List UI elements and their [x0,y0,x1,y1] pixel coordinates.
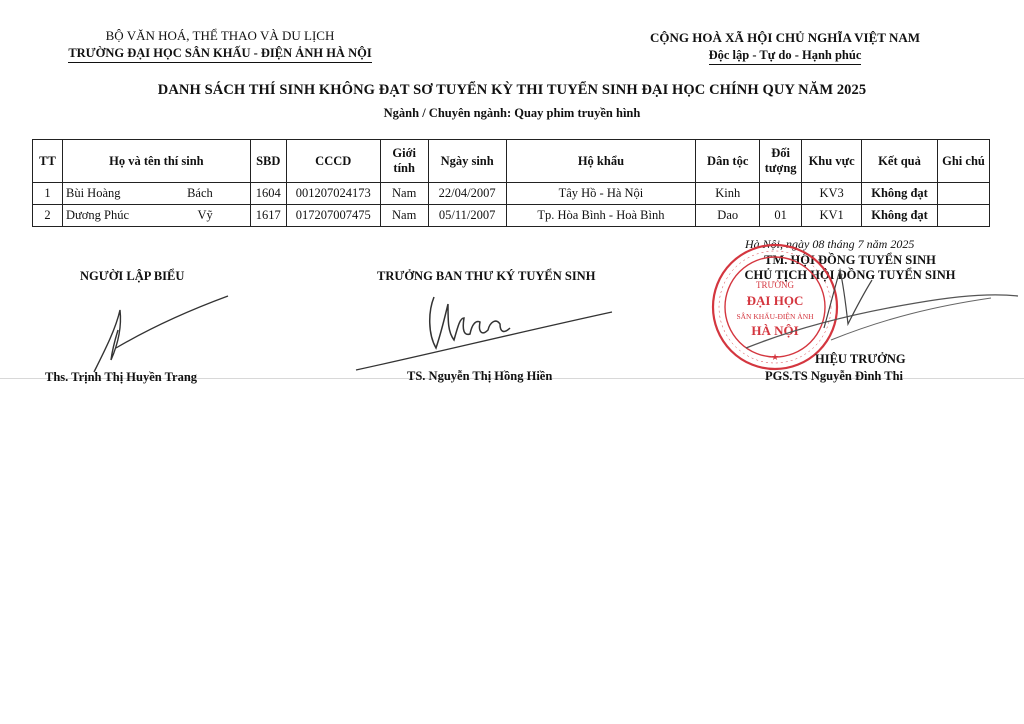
cell-ethnicity: Dao [696,205,760,227]
cell-sbd: 1604 [250,183,286,205]
cell-priority [760,183,802,205]
council-line1: TM. HỘI ĐỒNG TUYỂN SINH [764,253,936,267]
cell-result: Không đạt [862,205,938,227]
cell-cccd: 001207024173 [286,183,380,205]
secretary-title: TRƯỞNG BAN THƯ KÝ TUYỂN SINH [377,269,596,283]
col-gender: Giới tính [380,140,428,183]
svg-text:ĐẠI HỌC: ĐẠI HỌC [746,293,804,308]
country-name: CỘNG HOÀ XÃ HỘI CHỦ NGHĨA VIỆT NAM [649,30,921,45]
col-dob: Ngày sinh [428,140,506,183]
cell-region: KV1 [802,205,862,227]
svg-text:TRƯỜNG: TRƯỜNG [756,280,794,290]
svg-text:HÀ NỘI: HÀ NỘI [751,323,799,338]
col-region: Khu vực [802,140,862,183]
cell-name: Bùi Hoàng Bách [62,183,250,205]
cell-sbd: 1617 [250,205,286,227]
candidate-table [32,139,990,227]
col-tt: TT [33,140,63,183]
svg-text:SÂN KHẤU-ĐIỆN ẢNH: SÂN KHẤU-ĐIỆN ẢNH [736,312,814,321]
signature-preparer [80,288,240,378]
cell-dob: 05/11/2007 [428,205,506,227]
school-name: TRƯỜNG ĐẠI HỌC SÂN KHẤU - ĐIỆN ẢNH HÀ NỘI [40,46,400,63]
cell-note [937,183,989,205]
col-note: Ghi chú [937,140,989,183]
secretary-name: TS. Nguyễn Thị Hồng Hiền [407,369,553,383]
col-result: Kết quả [862,140,938,183]
document-title: DANH SÁCH THÍ SINH KHÔNG ĐẠT SƠ TUYỂN KỲ THI TUYỂN SINH ĐẠI HỌC CHÍNH QUY NĂM 2025 [157,82,867,98]
cell-name: Dương Phúc Vỹ [62,205,250,227]
signature-secretary [350,282,620,377]
national-motto: Độc lập - Tự do - Hạnh phúc [620,48,950,65]
cell-tt: 1 [33,183,63,205]
president-name: PGS.TS Nguyễn Đình Thi [765,369,904,383]
cell-household: Tây Hồ - Hà Nội [506,183,696,205]
president-title: HIỆU TRƯỞNG [815,352,906,366]
svg-text:★: ★ [770,352,780,362]
header-left [40,28,400,63]
col-name: Họ và tên thí sinh [62,140,250,183]
document-subtitle: Ngành / Chuyên ngành: Quay phim truyền hình [383,106,641,120]
col-household: Hộ khẩu [506,140,696,183]
cell-household: Tp. Hòa Bình - Hoà Bình [506,205,696,227]
table-row [33,183,990,205]
cell-region: KV3 [802,183,862,205]
col-ethnicity: Dân tộc [696,140,760,183]
header-right [620,30,950,65]
cell-tt: 2 [33,205,63,227]
cell-dob: 22/04/2007 [428,183,506,205]
council-line2: CHỦ TỊCH HỘI ĐỒNG TUYỂN SINH [744,268,956,282]
cell-gender: Nam [380,205,428,227]
col-cccd: CCCD [286,140,380,183]
signature-rector [736,258,1024,368]
cell-gender: Nam [380,183,428,205]
cell-priority: 01 [760,205,802,227]
preparer-title: NGƯỜI LẬP BIỂU [80,269,185,283]
cell-ethnicity: Kinh [696,183,760,205]
col-priority: Đối tượng [760,140,802,183]
date-line: Hà Nội, ngày 08 tháng 7 năm 2025 [745,237,915,251]
cell-note [937,205,989,227]
ministry-name: BỘ VĂN HOÁ, THỂ THAO VÀ DU LỊCH [105,28,335,43]
preparer-name: Ths. Trịnh Thị Huyền Trang [45,370,198,384]
table-header-row [33,140,990,183]
cell-cccd: 017207007475 [286,205,380,227]
table-row [33,205,990,227]
col-sbd: SBD [250,140,286,183]
cell-result: Không đạt [862,183,938,205]
